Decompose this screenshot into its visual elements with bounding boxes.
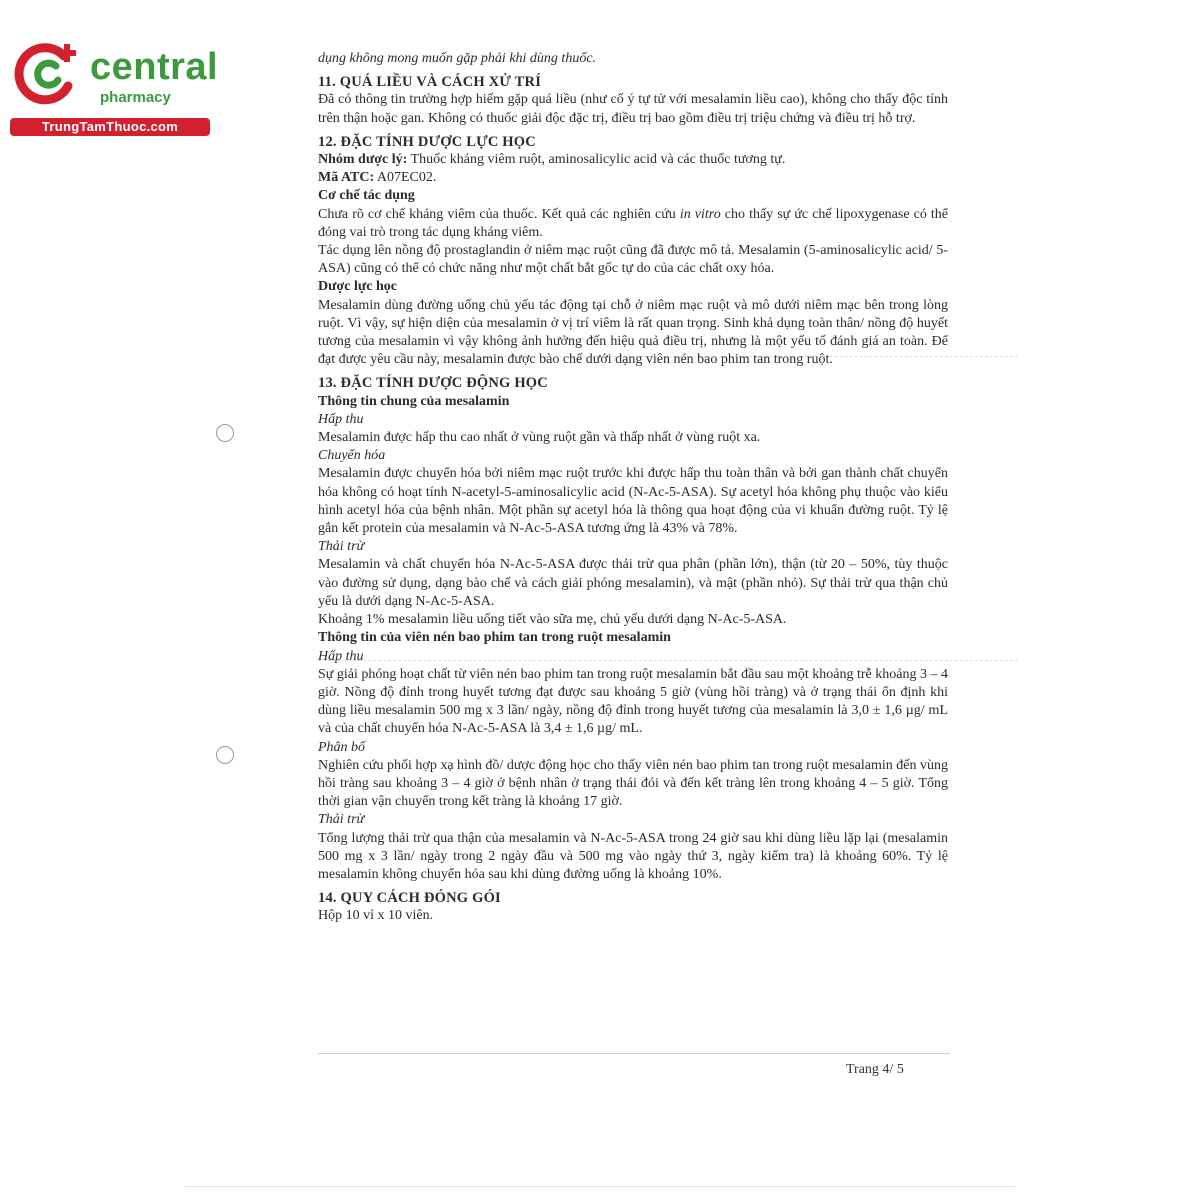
metabolism-text: Mesalamin được chuyển hóa bởi niêm mạc ruột trước khi được hấp thu toàn thân và bởi gan thành chất chuyển hóa không có hoạt tính N-acetyl-5-aminosalicylic acid (N-Ac-5-ASA). Sự acetyl hóa không phụ thuộc vào kiểu hình acetyl hóa của bệnh nhân. Một phần sự acetyl hóa là thông qua hoạt động của vi khuẩn đường ruột. Tỷ lệ gắn kết protein của mesalamin và N-Ac-5-ASA tương ứng là 43% và 78%. — [318, 466, 948, 537]
tablet-excretion-title: Thải trừ — [318, 812, 365, 828]
absorption-title: Hấp thu — [318, 411, 364, 427]
page-bottom-edge — [185, 1186, 1015, 1187]
absorption-text: Mesalamin được hấp thu cao nhất ở vùng ruột gần và thấp nhất ở vùng ruột xa. — [318, 430, 761, 446]
section-13-title: 13. ĐẶC TÍNH DƯỢC ĐỘNG HỌC — [318, 375, 548, 392]
excretion-title: Thải trừ — [318, 539, 365, 555]
mechanism-text-a: Chưa rõ cơ chế kháng viêm của thuốc. Kết quả các nghiên cứu — [318, 206, 680, 222]
tablet-excretion-text: Tổng lượng thải trừ qua thận của mesalamin và N-Ac-5-ASA trong 24 giờ sau khi dùng liều lặp lại (mesalamin 500 mg x 3 lần/ ngày trong 2 ngày đầu và 500 mg vào ngày thứ 3, ngày kiểm tra) là khoảng 60%. Tỷ lệ mesalamin không chuyển hóa sau khi dùng đường uống là khoảng 10%. — [318, 830, 948, 882]
section-12-title: 12. ĐẶC TÍNH DƯỢC LỰC HỌC — [318, 133, 536, 150]
mechanism-text-italic: in vitro — [679, 206, 721, 222]
pharmacodynamics-text: Mesalamin dùng đường uống chủ yếu tác động tại chỗ ở niêm mạc ruột và mô dưới niêm mạc bên trong lòng ruột. Vì vậy, sự hiện diện của mesalamin ở vị trí viêm là rất quan trọng. Sinh khả dụng toàn thân/ nồng độ huyết tương của mesalamin vì vậy không ảnh hưởng đến hiệu quả điều trị, nhưng là một yếu tố đánh giá an toàn. Để đạt được yêu cầu này, mesalamin được bào chế dưới dạng viên nén bao phim tan trong ruột. — [318, 297, 948, 368]
tablet-distribution-text: Nghiên cứu phối hợp xạ hình đồ/ dược động học cho thấy viên nén bao phim tan trong ruột mesalamin đến vùng hồi tràng sau khoảng 3 – 4 giờ ở bệnh nhân ở trạng thái đói và đến kết tràng lên trong khoảng 4 – 5 giờ. Tổng thời gian vận chuyển trong kết tràng là khoảng 17 giờ. — [318, 757, 948, 810]
pharmacy-cross-icon — [12, 38, 82, 108]
atc-code — [318, 169, 948, 187]
pharmacologic-group-value: Thuốc kháng viêm ruột, aminosalicylic acid và các thuốc tương tự. — [407, 152, 786, 168]
central-pharmacy-logo — [10, 38, 219, 138]
mechanism-paragraph-2: Tác dụng lên nồng độ prostaglandin ở niêm mạc ruột cũng đã được mô tả. Mesalamin (5-aminosalicylic acid/ 5-ASA) cũng có thể có chức năng như một chất bắt gốc tự do của các chất oxy hóa. — [318, 243, 948, 277]
section-11-title: 11. QUÁ LIỀU VÀ CÁCH XỬ TRÍ — [318, 74, 542, 91]
mechanism-paragraph-1 — [318, 206, 948, 242]
tablet-absorption-text: Sự giải phóng hoạt chất từ viên nén bao phim tan trong ruột mesalamin bắt đầu sau một khoảng trễ khoảng 3 – 4 giờ. Nồng độ đỉnh trong huyết tương đạt được sau khoảng 5 giờ (vùng hồi tràng) và ở trạng thái ổn định khi dùng liều mesalamin 500 mg x 3 lần/ ngày, nồng độ đỉnh trong huyết tương của mesalamin là 3,0 ± 1,6 µg/ mL và của chất chuyển hóa N-Ac-5-ASA là 3,4 ± 1,6 µg/ mL. — [318, 666, 948, 737]
mechanism-text-b: cho thấy sự ức chế lipoxygenase có thể đóng vai trò trong tác dụng kháng viêm. — [318, 206, 948, 240]
excretion-text: Mesalamin và chất chuyển hóa N-Ac-5-ASA được thải trừ qua phân (phần lớn), thận (từ 20 – 50%, tùy thuộc vào đường sử dụng, dạng bào chế và cách giải phóng mesalamin), và mật (phần nhỏ). Sự thải trừ qua thận chủ yếu là dưới dạng N-Ac-5-ASA. — [318, 557, 948, 609]
brand-name: central — [90, 46, 219, 88]
brand-sub: pharmacy — [100, 89, 171, 106]
page-number: Trang 4/ 5 — [846, 1062, 904, 1077]
brand-site: TrungTamThuoc.com — [10, 118, 210, 136]
tablet-absorption-title: Hấp thu — [318, 648, 364, 664]
mechanism-title: Cơ chế tác dụng — [318, 188, 415, 204]
document-body — [318, 50, 948, 926]
general-info-title: Thông tin chung của mesalamin — [318, 393, 510, 409]
excretion-breast-milk: Khoảng 1% mesalamin liều uống tiết vào sữa mẹ, chủ yếu dưới dạng N-Ac-5-ASA. — [318, 612, 787, 628]
pharmacologic-group-label: Nhóm dược lý: — [318, 152, 408, 168]
punch-hole-top — [216, 424, 234, 442]
footer-divider — [318, 1053, 950, 1054]
section-11-text: Đã có thông tin trường hợp hiếm gặp quá liều (như cố ý tự tử với mesalamin liều cao), không cho thấy độc tính trên thận hoặc gan. Không có thuốc giải độc đặc trị, điều trị bao gồm điều trị triệu chứng và điều trị hỗ trợ. — [318, 92, 948, 126]
intro-continuation: dụng không mong muốn gặp phải khi dùng thuốc. — [318, 51, 597, 66]
punch-hole-bottom — [216, 746, 234, 764]
section-14-text: Hộp 10 vỉ x 10 viên. — [318, 908, 434, 924]
metabolism-title: Chuyển hóa — [318, 448, 386, 464]
tablet-info-title: Thông tin của viên nén bao phim tan trong ruột mesalamin — [318, 630, 671, 646]
section-14-title: 14. QUY CÁCH ĐÓNG GÓI — [318, 890, 501, 907]
atc-code-label: Mã ATC: — [318, 170, 375, 186]
pharmacodynamics-title: Dược lực học — [318, 279, 397, 295]
pharmacologic-group — [318, 151, 948, 169]
tablet-distribution-title: Phân bố — [318, 739, 366, 755]
atc-code-value: A07EC02. — [374, 170, 437, 186]
